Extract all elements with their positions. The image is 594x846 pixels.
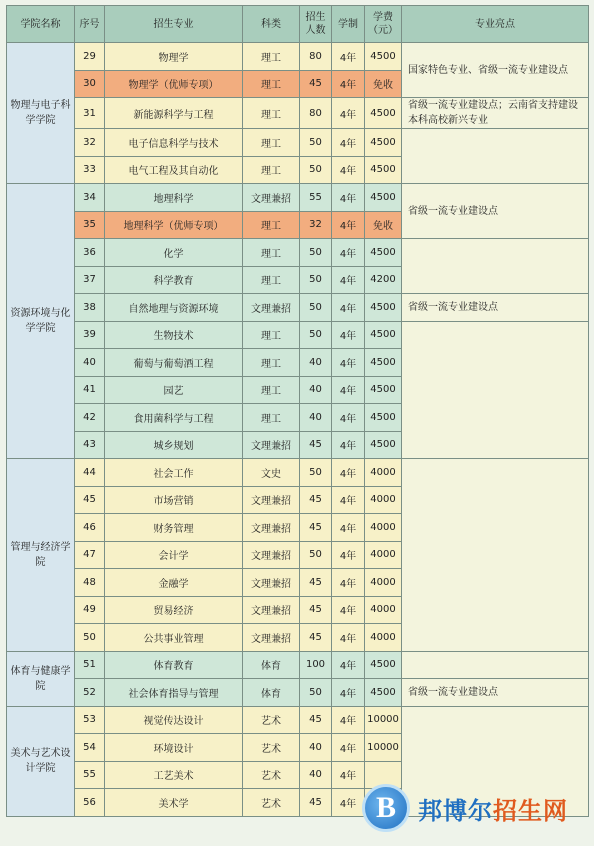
enroll-count: 50 <box>300 239 332 267</box>
subject-type: 理工 <box>243 70 300 98</box>
major-name: 视觉传达设计 <box>105 706 243 734</box>
tuition-fee: 4500 <box>365 431 402 459</box>
header-fee: 学费（元） <box>365 6 402 43</box>
study-years: 4年 <box>332 431 365 459</box>
tuition-fee: 10000 <box>365 734 402 762</box>
tuition-fee: 4500 <box>365 679 402 707</box>
college-name: 体育与健康学院 <box>7 651 75 706</box>
major-name: 贸易经济 <box>105 596 243 624</box>
enroll-count: 55 <box>300 184 332 212</box>
subject-type: 文理兼招 <box>243 294 300 322</box>
tuition-fee: 4500 <box>365 43 402 71</box>
table-row <box>7 184 589 212</box>
row-number: 38 <box>75 294 105 322</box>
tuition-fee: 4200 <box>365 266 402 294</box>
major-highlight: 省级一流专业建设点 <box>402 294 589 322</box>
college-group <box>7 651 589 706</box>
row-number: 41 <box>75 376 105 404</box>
logo-text-accent: 招生网 <box>493 796 568 825</box>
study-years: 4年 <box>332 789 365 817</box>
row-number: 36 <box>75 239 105 267</box>
row-number: 37 <box>75 266 105 294</box>
enroll-count: 45 <box>300 569 332 597</box>
header-count: 招生人数 <box>300 6 332 43</box>
enroll-count: 45 <box>300 624 332 652</box>
table-row <box>7 706 589 734</box>
study-years: 4年 <box>332 43 365 71</box>
tuition-fee: 4000 <box>365 514 402 542</box>
row-number: 40 <box>75 349 105 377</box>
study-years: 4年 <box>332 294 365 322</box>
table-row <box>7 321 589 349</box>
logo-text <box>418 791 568 826</box>
major-name: 葡萄与葡萄酒工程 <box>105 349 243 377</box>
college-name: 物理与电子科学学院 <box>7 43 75 184</box>
table-row <box>7 651 589 679</box>
enroll-count: 40 <box>300 734 332 762</box>
tuition-fee: 4000 <box>365 569 402 597</box>
major-name: 美术学 <box>105 789 243 817</box>
subject-type: 文理兼招 <box>243 486 300 514</box>
major-name: 体育教育 <box>105 651 243 679</box>
row-number: 43 <box>75 431 105 459</box>
major-name: 物理学（优师专项） <box>105 70 243 98</box>
row-number: 55 <box>75 761 105 789</box>
major-name: 社会工作 <box>105 459 243 487</box>
study-years: 4年 <box>332 761 365 789</box>
tuition-fee: 4500 <box>365 349 402 377</box>
major-name: 新能源科学与工程 <box>105 98 243 129</box>
row-number: 45 <box>75 486 105 514</box>
subject-type: 艺术 <box>243 734 300 762</box>
study-years: 4年 <box>332 349 365 377</box>
row-number: 29 <box>75 43 105 71</box>
tuition-fee: 4000 <box>365 486 402 514</box>
major-name: 食用菌科学与工程 <box>105 404 243 432</box>
enroll-count: 50 <box>300 266 332 294</box>
header-college: 学院名称 <box>7 6 75 43</box>
row-number: 52 <box>75 679 105 707</box>
study-years: 4年 <box>332 376 365 404</box>
college-group <box>7 43 589 184</box>
study-years: 4年 <box>332 239 365 267</box>
row-number: 53 <box>75 706 105 734</box>
tuition-fee: 4500 <box>365 98 402 129</box>
header-no: 序号 <box>75 6 105 43</box>
row-number: 33 <box>75 156 105 184</box>
table-row <box>7 294 589 322</box>
study-years: 4年 <box>332 321 365 349</box>
subject-type: 文理兼招 <box>243 431 300 459</box>
major-name: 环境设计 <box>105 734 243 762</box>
row-number: 48 <box>75 569 105 597</box>
major-highlight: 国家特色专业、省级一流专业建设点 <box>402 43 589 98</box>
major-name: 公共事业管理 <box>105 624 243 652</box>
tuition-fee: 4500 <box>365 376 402 404</box>
major-highlight <box>402 321 589 459</box>
subject-type: 文理兼招 <box>243 184 300 212</box>
enroll-count: 45 <box>300 70 332 98</box>
major-name: 化学 <box>105 239 243 267</box>
row-number: 32 <box>75 129 105 157</box>
subject-type: 理工 <box>243 211 300 239</box>
major-name: 工艺美术 <box>105 761 243 789</box>
subject-type: 体育 <box>243 651 300 679</box>
study-years: 4年 <box>332 569 365 597</box>
major-name: 自然地理与资源环境 <box>105 294 243 322</box>
logo-b-icon: B <box>362 784 410 832</box>
subject-type: 理工 <box>243 129 300 157</box>
study-years: 4年 <box>332 734 365 762</box>
tuition-fee: 4500 <box>365 129 402 157</box>
header-type: 科类 <box>243 6 300 43</box>
subject-type: 理工 <box>243 98 300 129</box>
subject-type: 理工 <box>243 266 300 294</box>
enroll-count: 50 <box>300 679 332 707</box>
major-highlight <box>402 239 589 294</box>
tuition-fee: 4000 <box>365 459 402 487</box>
subject-type: 理工 <box>243 156 300 184</box>
enroll-count: 45 <box>300 514 332 542</box>
major-name: 物理学 <box>105 43 243 71</box>
tuition-fee: 4500 <box>365 321 402 349</box>
row-number: 49 <box>75 596 105 624</box>
study-years: 4年 <box>332 70 365 98</box>
row-number: 56 <box>75 789 105 817</box>
major-name: 地理科学 <box>105 184 243 212</box>
table-header-row <box>7 6 589 43</box>
study-years: 4年 <box>332 156 365 184</box>
enroll-count: 40 <box>300 404 332 432</box>
study-years: 4年 <box>332 211 365 239</box>
row-number: 35 <box>75 211 105 239</box>
study-years: 4年 <box>332 596 365 624</box>
college-group <box>7 184 589 459</box>
enroll-count: 50 <box>300 321 332 349</box>
enroll-count: 100 <box>300 651 332 679</box>
enroll-count: 50 <box>300 541 332 569</box>
study-years: 4年 <box>332 129 365 157</box>
major-highlight <box>402 129 589 184</box>
major-highlight: 省级一流专业建设点 <box>402 679 589 707</box>
enroll-count: 45 <box>300 431 332 459</box>
study-years: 4年 <box>332 706 365 734</box>
subject-type: 文理兼招 <box>243 569 300 597</box>
enroll-count: 45 <box>300 706 332 734</box>
study-years: 4年 <box>332 651 365 679</box>
enroll-count: 40 <box>300 349 332 377</box>
study-years: 4年 <box>332 404 365 432</box>
study-years: 4年 <box>332 679 365 707</box>
subject-type: 理工 <box>243 43 300 71</box>
study-years: 4年 <box>332 459 365 487</box>
subject-type: 理工 <box>243 321 300 349</box>
row-number: 47 <box>75 541 105 569</box>
tuition-fee: 免收 <box>365 211 402 239</box>
header-highlight: 专业亮点 <box>402 6 589 43</box>
major-name: 地理科学（优师专项） <box>105 211 243 239</box>
tuition-fee: 4500 <box>365 404 402 432</box>
major-name: 会计学 <box>105 541 243 569</box>
table-row <box>7 98 589 129</box>
enroll-count: 80 <box>300 43 332 71</box>
enroll-count: 45 <box>300 789 332 817</box>
subject-type: 艺术 <box>243 789 300 817</box>
enroll-count: 50 <box>300 459 332 487</box>
college-name: 资源环境与化学学院 <box>7 184 75 459</box>
subject-type: 体育 <box>243 679 300 707</box>
tuition-fee: 4500 <box>365 184 402 212</box>
major-highlight: 省级一流专业建设点 <box>402 184 589 239</box>
header-major: 招生专业 <box>105 6 243 43</box>
table-row <box>7 129 589 157</box>
tuition-fee: 4000 <box>365 624 402 652</box>
table-row <box>7 239 589 267</box>
major-name: 城乡规划 <box>105 431 243 459</box>
enroll-count: 40 <box>300 376 332 404</box>
major-highlight: 省级一流专业建设点；云南省支持建设本科高校新兴专业 <box>402 98 589 129</box>
table-row <box>7 679 589 707</box>
tuition-fee: 4500 <box>365 294 402 322</box>
subject-type: 文史 <box>243 459 300 487</box>
site-watermark-logo <box>362 776 594 840</box>
subject-type: 文理兼招 <box>243 624 300 652</box>
major-name: 市场营销 <box>105 486 243 514</box>
college-group <box>7 459 589 652</box>
college-name: 美术与艺术设计学院 <box>7 706 75 816</box>
enrollment-table <box>6 5 589 817</box>
enroll-count: 50 <box>300 294 332 322</box>
subject-type: 艺术 <box>243 761 300 789</box>
subject-type: 艺术 <box>243 706 300 734</box>
row-number: 34 <box>75 184 105 212</box>
subject-type: 理工 <box>243 239 300 267</box>
study-years: 4年 <box>332 184 365 212</box>
row-number: 39 <box>75 321 105 349</box>
subject-type: 理工 <box>243 404 300 432</box>
row-number: 30 <box>75 70 105 98</box>
major-highlight <box>402 651 589 679</box>
table-row <box>7 459 589 487</box>
row-number: 50 <box>75 624 105 652</box>
major-name: 园艺 <box>105 376 243 404</box>
major-name: 财务管理 <box>105 514 243 542</box>
major-name: 电子信息科学与技术 <box>105 129 243 157</box>
college-name: 管理与经济学院 <box>7 459 75 652</box>
row-number: 44 <box>75 459 105 487</box>
subject-type: 文理兼招 <box>243 596 300 624</box>
subject-type: 理工 <box>243 376 300 404</box>
table-row <box>7 43 589 71</box>
enroll-count: 40 <box>300 761 332 789</box>
row-number: 46 <box>75 514 105 542</box>
row-number: 54 <box>75 734 105 762</box>
header-years: 学制 <box>332 6 365 43</box>
major-name: 科学教育 <box>105 266 243 294</box>
enroll-count: 50 <box>300 129 332 157</box>
study-years: 4年 <box>332 486 365 514</box>
enroll-count: 45 <box>300 596 332 624</box>
subject-type: 文理兼招 <box>243 541 300 569</box>
enroll-count: 80 <box>300 98 332 129</box>
tuition-fee: 4500 <box>365 239 402 267</box>
subject-type: 理工 <box>243 349 300 377</box>
tuition-fee: 4000 <box>365 541 402 569</box>
major-highlight <box>402 459 589 652</box>
row-number: 51 <box>75 651 105 679</box>
enroll-count: 50 <box>300 156 332 184</box>
row-number: 31 <box>75 98 105 129</box>
enroll-count: 45 <box>300 486 332 514</box>
study-years: 4年 <box>332 98 365 129</box>
study-years: 4年 <box>332 624 365 652</box>
major-name: 生物技术 <box>105 321 243 349</box>
tuition-fee: 4000 <box>365 596 402 624</box>
study-years: 4年 <box>332 541 365 569</box>
logo-text-main: 邦博尔 <box>418 796 493 825</box>
major-name: 社会体育指导与管理 <box>105 679 243 707</box>
tuition-fee: 4500 <box>365 156 402 184</box>
tuition-fee: 10000 <box>365 706 402 734</box>
study-years: 4年 <box>332 514 365 542</box>
row-number: 42 <box>75 404 105 432</box>
enroll-count: 32 <box>300 211 332 239</box>
study-years: 4年 <box>332 266 365 294</box>
subject-type: 文理兼招 <box>243 514 300 542</box>
major-name: 金融学 <box>105 569 243 597</box>
tuition-fee: 免收 <box>365 70 402 98</box>
major-name: 电气工程及其自动化 <box>105 156 243 184</box>
tuition-fee: 4500 <box>365 651 402 679</box>
